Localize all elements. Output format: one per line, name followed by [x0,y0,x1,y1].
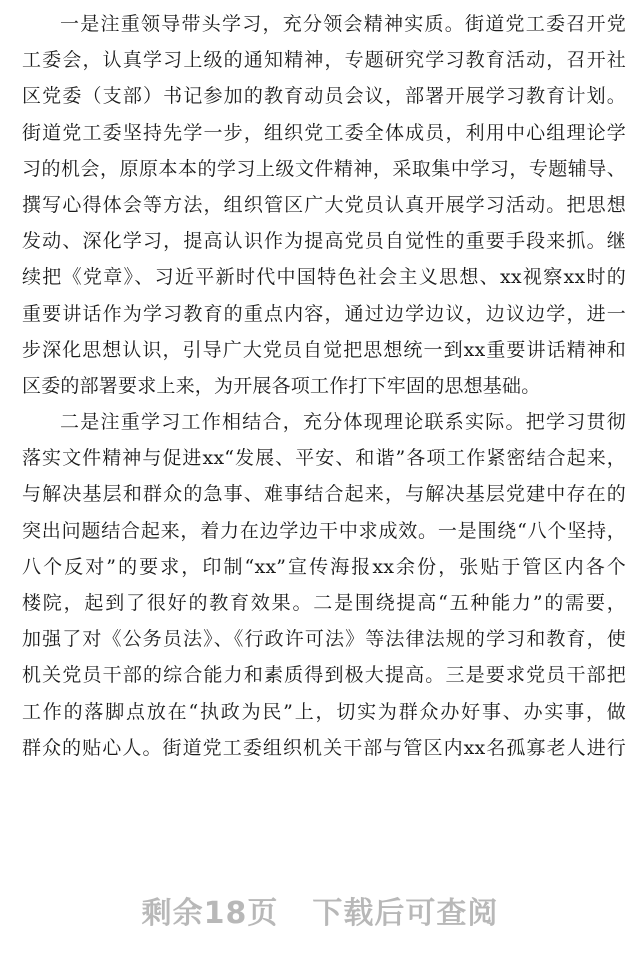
text-line: 发动、深化学习，提高认识作为提高党员自觉性的重要手段来抓。继 [22,230,626,253]
text-line: 步深化思想认识，引导广大党员自觉把思想统一到xx重要讲话精神和 [22,338,626,361]
text-line: 加强了对《公务员法》、《行政许可法》等法律法规的学习和教育，使 [22,628,626,651]
text-line: 撰写心得体会等方法，组织管区广大党员认真开展学习活动。把思想 [22,193,626,216]
text-line: 群众的贴心人。街道党工委组织机关干部与管区内xx名孤寡老人进行 [22,736,626,759]
text-line: 区党委（支部）书记参加的教育动员会议，部署开展学习教育计划。 [22,85,626,108]
text-line: 工委会，认真学习上级的通知精神，专题研究学习教育活动，召开社 [22,49,626,72]
text-line: 突出问题结合起来，着力在边学边干中求成效。一是围绕“八个坚持， [22,519,626,542]
text-line: 机关党员干部的综合能力和素质得到极大提高。三是要求党员干部把 [22,664,626,687]
text-line: 重要讲话作为学习教育的重点内容，通过边学边议，边议边学，进一 [22,302,626,325]
download-label: 下载后可查阅 [312,896,499,931]
download-banner[interactable] [0,876,640,940]
text-line: 街道党工委坚持先学一步，组织党工委全体成员，利用中心组理论学 [22,121,626,144]
text-line: 二是注重学习工作相结合，充分体现理论联系实际。把学习贯彻 [60,411,626,434]
text-line: 一是注重领导带头学习，充分领会精神实质。街道党工委召开党 [60,13,626,35]
remaining-pages-label: 剩余18页 [141,896,279,931]
text-line: 落实文件精神与促进xx“发展、平安、和谐”各项工作紧密结合起来， [22,447,626,470]
text-line: 与解决基层和群众的急事、难事结合起来，与解决基层党建中存在的 [22,483,626,506]
download-prompt[interactable] [142,888,499,932]
text-line: 续把《党章》、习近平新时代中国特色社会主义思想、xx视察xx时的 [22,266,626,289]
text-line: 区委的部署要求上来，为开展各项工作打下牢固的思想基础。 [22,374,541,397]
document-body [22,6,626,766]
text-line: 工作的落脚点放在“执政为民”上，切实为群众办好事、办实事，做 [22,700,626,723]
text-line: 八个反对”的要求，印制“xx”宣传海报xx余份，张贴于管区内各个 [22,555,626,578]
text-line: 习的机会，原原本本的学习上级文件精神，采取集中学习，专题辅导、 [22,157,626,180]
text-line: 楼院，起到了很好的教育效果。二是围绕提高“五种能力”的需要， [22,592,626,614]
